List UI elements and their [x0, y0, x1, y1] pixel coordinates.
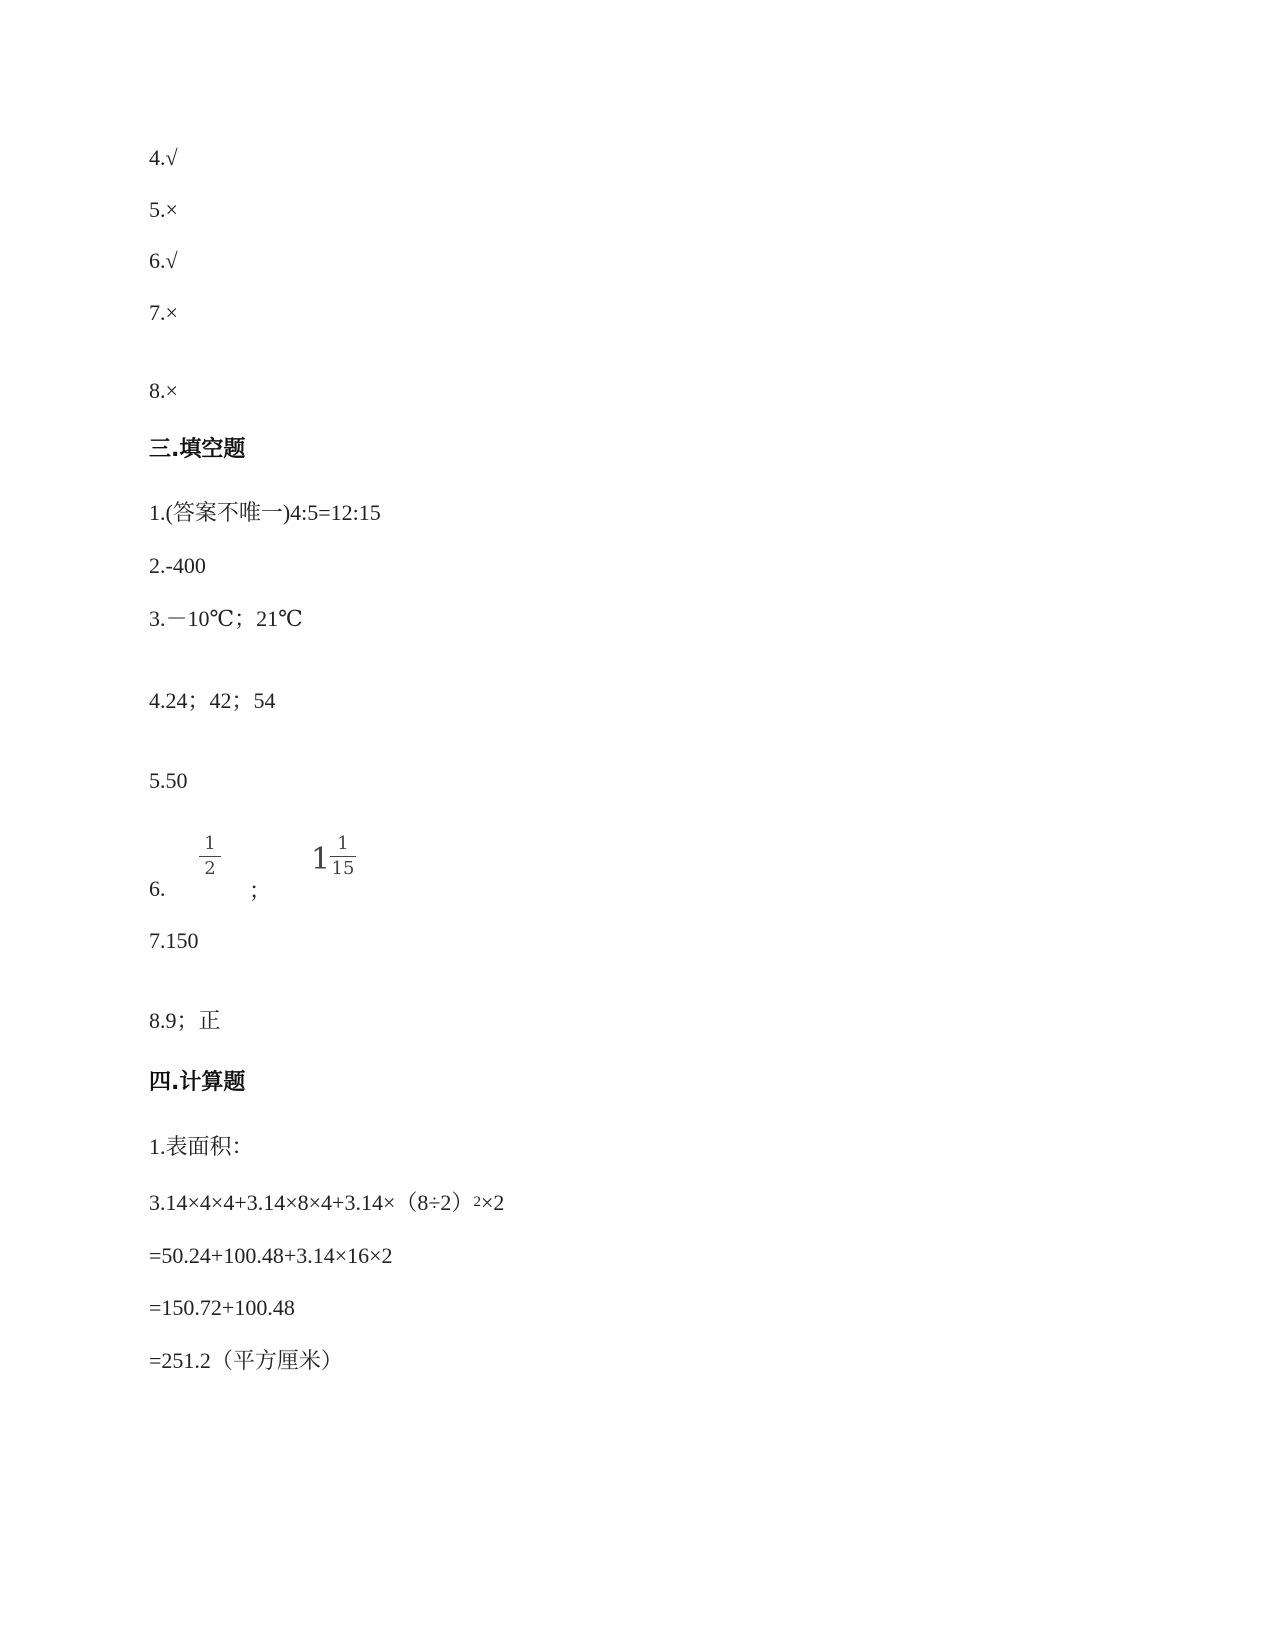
answer-item: 1.表面积： [149, 1134, 254, 1159]
formula-line [149, 1190, 504, 1219]
formula-line: =150.72+100.48 [149, 1295, 295, 1320]
answer-item: 2.-400 [149, 553, 206, 578]
answer-item: 4.24；42；54 [149, 688, 276, 713]
fraction-denominator: 2 [204, 858, 216, 879]
formula-text: 3.14×4×4+3.14×8×4+3.14×（8÷2） [149, 1190, 474, 1215]
fraction-one-half [199, 834, 221, 879]
answer-item: 8.9；正 [149, 1008, 221, 1033]
answer-separator: ； [249, 878, 272, 903]
answer-item: 5.× [149, 197, 178, 222]
fraction-numerator: 1 [337, 833, 349, 854]
section-heading: 四.计算题 [149, 1070, 246, 1095]
answer-item: 6.√ [149, 248, 178, 273]
fraction-one-fifteenth [330, 834, 356, 879]
formula-line: =50.24+100.48+3.14×16×2 [149, 1243, 393, 1268]
answer-item: 4.√ [149, 145, 178, 170]
formula-text: ×2 [480, 1190, 505, 1215]
formula-exponent: 2 [473, 1194, 481, 1210]
section-heading: 三.填空题 [149, 437, 246, 462]
formula-line: =251.2（平方厘米） [149, 1348, 343, 1373]
answer-item: 7.150 [149, 928, 199, 953]
fraction-bar [199, 856, 221, 857]
answer-item: 7.× [149, 300, 178, 325]
answer-item: 1.(答案不唯一)4:5=12:15 [149, 500, 381, 525]
fraction-bar [330, 856, 356, 857]
answer-item: 5.50 [149, 768, 188, 793]
answer-item: 8.× [149, 378, 178, 403]
fraction-denominator: 15 [331, 858, 355, 879]
mixed-number-whole: 1 [311, 842, 331, 877]
answer-item: 3.－10℃；21℃ [149, 606, 303, 631]
answer-item-prefix: 6. [149, 876, 166, 901]
fraction-numerator: 1 [204, 833, 216, 854]
